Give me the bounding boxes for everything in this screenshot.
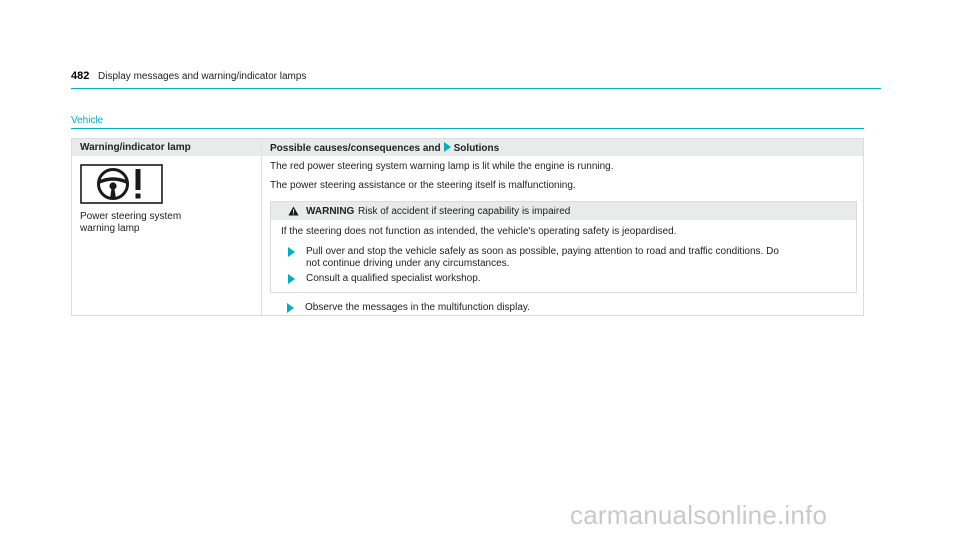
lamp-label-line-1: Power steering system bbox=[80, 211, 182, 222]
column-header-solutions-label: Solutions bbox=[453, 143, 500, 154]
lamp-label-line-2: warning lamp bbox=[80, 223, 140, 234]
page-header bbox=[71, 68, 881, 88]
warning-lamp-table bbox=[71, 138, 864, 316]
column-header-causes bbox=[262, 139, 863, 156]
column-header-lamp-label: Warning/indicator lamp bbox=[80, 142, 191, 153]
description-line-1: The red power steering system warning lamp is lit while the engine is running. bbox=[270, 161, 614, 172]
final-step bbox=[280, 302, 850, 316]
power-steering-warning-icon bbox=[80, 164, 163, 204]
warning-header bbox=[271, 202, 856, 220]
step-arrow-icon bbox=[288, 247, 295, 257]
warning-step-1-line-2: not continue driving under any circumstances. bbox=[306, 258, 510, 269]
page-title: Display messages and warning/indicator lamps bbox=[98, 71, 307, 82]
header-divider bbox=[71, 88, 881, 89]
description-line-2: The power steering assistance or the steering itself is malfunctioning. bbox=[270, 180, 576, 191]
final-step-text: Observe the messages in the multifunction display. bbox=[305, 302, 530, 313]
watermark: carmanualsonline.info bbox=[570, 500, 828, 530]
solution-arrow-icon bbox=[444, 142, 451, 152]
table-header bbox=[72, 139, 863, 156]
section-title: Vehicle bbox=[71, 115, 104, 126]
warning-step-2: Consult a qualified specialist workshop. bbox=[306, 273, 481, 284]
column-header-causes-label: Possible causes/consequences and bbox=[270, 143, 441, 154]
warning-step-1-line-1: Pull over and stop the vehicle safely as soon as possible, paying attention to road and traffic conditions. Do bbox=[306, 246, 779, 257]
step-arrow-icon bbox=[287, 303, 294, 313]
warning-title: Risk of accident if steering capability is impaired bbox=[358, 206, 571, 217]
warning-box bbox=[270, 201, 857, 293]
warning-step bbox=[281, 246, 851, 272]
section-divider bbox=[71, 128, 864, 129]
lamp-label bbox=[80, 211, 250, 235]
column-divider bbox=[261, 139, 262, 315]
page-number: 482 bbox=[71, 70, 90, 82]
warning-text: If the steering does not function as intended, the vehicle's operating safety is jeopardised. bbox=[281, 226, 677, 237]
step-arrow-icon bbox=[288, 274, 295, 284]
warning-triangle-icon bbox=[288, 206, 299, 216]
warning-signal-word: WARNING bbox=[306, 206, 355, 217]
column-header-lamp bbox=[72, 139, 261, 156]
warning-step bbox=[281, 273, 851, 287]
